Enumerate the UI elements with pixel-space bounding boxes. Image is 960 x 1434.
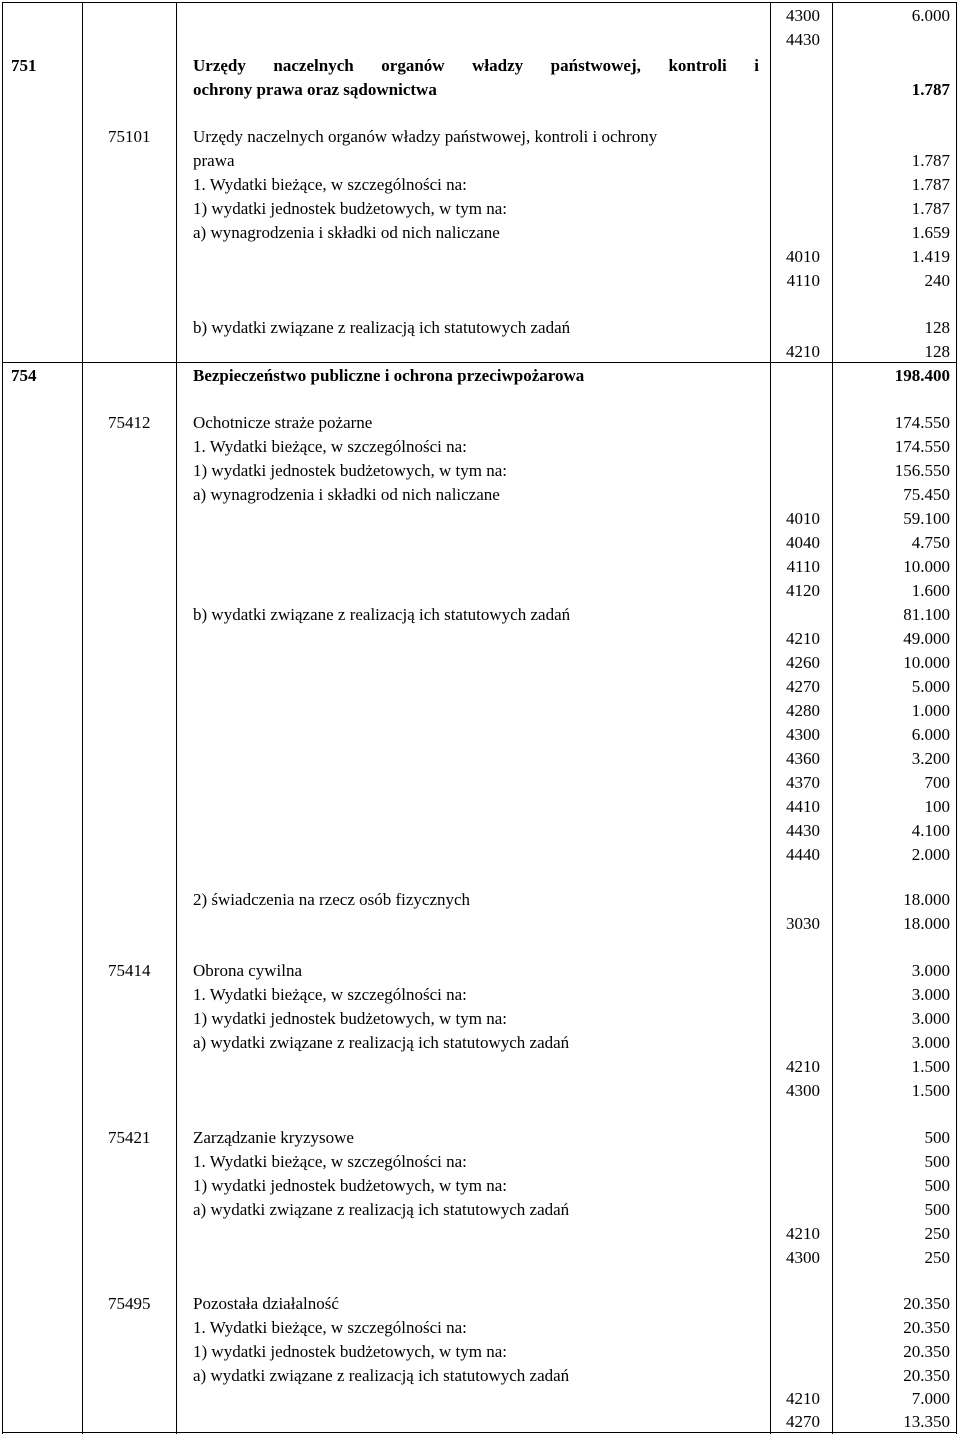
amount-75421-statutory: 500 — [924, 1200, 950, 1219]
section-amount-754: 198.400 — [894, 366, 950, 385]
amount-75101-current: 1.787 — [911, 175, 950, 194]
amount-75412-4410: 100 — [924, 797, 950, 816]
section-title-754: Bezpieczeństwo publiczne i ochrona przeciwpożarowa — [193, 366, 585, 385]
line-75421-current: 1. Wydatki bieżące, w szczególności na: — [193, 1152, 467, 1171]
code-75412-4010: 4010 — [786, 509, 820, 528]
line-75412-benefits: 2) świadczenia na rzecz osób fizycznych — [193, 890, 471, 909]
line-75101-units: 1) wydatki jednostek budżetowych, w tym na: — [193, 199, 507, 218]
subsection-id-75412: 75412 — [108, 413, 151, 432]
amount-75412-4260: 10.000 — [903, 653, 950, 672]
border-right — [956, 2, 957, 1434]
amount-75421-4300: 250 — [924, 1248, 950, 1267]
subsection-id-75495: 75495 — [108, 1294, 151, 1313]
subsection-id-75101: 75101 — [108, 127, 151, 146]
line-75412-statutory: b) wydatki związane z realizacją ich statutowych zadań — [193, 605, 571, 624]
line-75495-current: 1. Wydatki bieżące, w szczególności na: — [193, 1318, 467, 1337]
amount-75495-total: 20.350 — [903, 1294, 950, 1313]
section-title-751-line2: ochrony prawa oraz sądownictwa — [193, 80, 437, 99]
code-75495-4270: 4270 — [786, 1412, 820, 1431]
line-75421-title: Zarządzanie kryzysowe — [193, 1128, 354, 1147]
code-75412-4110: 4110 — [786, 557, 820, 576]
line-75412-salaries: a) wynagrodzenia i składki od nich naliczane — [193, 485, 500, 504]
code-75412-3030: 3030 — [786, 914, 820, 933]
section-title-751-line1: Urzędy naczelnych organów władzy państwowej, kontroli i — [193, 56, 759, 75]
section-id-751: 751 — [11, 56, 37, 75]
code-75414-4210: 4210 — [786, 1057, 820, 1076]
amount-75412-units: 156.550 — [894, 461, 950, 480]
line-75101-current: 1. Wydatki bieżące, w szczególności na: — [193, 175, 467, 194]
amount-75421-units: 500 — [924, 1176, 950, 1195]
code-75101-4210: 4210 — [786, 342, 820, 361]
amount-75101-units: 1.787 — [911, 199, 950, 218]
amount-75412-4110: 10.000 — [903, 557, 950, 576]
code-75101-4110: 4110 — [786, 271, 820, 290]
amount-75101-total: 1.787 — [911, 151, 950, 170]
amount-75412-4430: 4.100 — [911, 821, 950, 840]
amount-75414-4210: 1.500 — [911, 1057, 950, 1076]
amount-75101-4010: 1.419 — [911, 247, 950, 266]
subsection-id-75421: 75421 — [108, 1128, 151, 1147]
amount-75412-benefits: 18.000 — [903, 890, 950, 909]
border-left — [2, 2, 3, 1434]
amount-75495-4210: 7.000 — [911, 1389, 950, 1408]
amount-75412-salaries: 75.450 — [903, 485, 950, 504]
code-75412-4300: 4300 — [786, 725, 820, 744]
line-75412-current: 1. Wydatki bieżące, w szczególności na: — [193, 437, 467, 456]
amount-75495-current: 20.350 — [903, 1318, 950, 1337]
amount-75412-current: 174.550 — [894, 437, 950, 456]
amount-75101-4110: 240 — [924, 271, 950, 290]
line-75414-current: 1. Wydatki bieżące, w szczególności na: — [193, 985, 467, 1004]
line-75414-units: 1) wydatki jednostek budżetowych, w tym na: — [193, 1009, 507, 1028]
amount-75414-statutory: 3.000 — [911, 1033, 950, 1052]
amount-75412-4270: 5.000 — [911, 677, 950, 696]
line-75495-title: Pozostała działalność — [193, 1294, 339, 1313]
amount-75421-4210: 250 — [924, 1224, 950, 1243]
top-code-2: 4430 — [786, 30, 820, 49]
amount-75101-statutory: 128 — [924, 318, 950, 337]
amount-75414-current: 3.000 — [911, 985, 950, 1004]
amount-75412-4010: 59.100 — [903, 509, 950, 528]
amount-75412-4040: 4.750 — [911, 533, 950, 552]
code-75421-4210: 4210 — [786, 1224, 820, 1243]
amount-75412-4370: 700 — [924, 773, 950, 792]
amount-75495-statutory: 20.350 — [903, 1366, 950, 1385]
code-75412-4210: 4210 — [786, 629, 820, 648]
amount-75412-4300: 6.000 — [911, 725, 950, 744]
amount-75412-total: 174.550 — [894, 413, 950, 432]
amount-75412-4210: 49.000 — [903, 629, 950, 648]
line-75421-units: 1) wydatki jednostek budżetowych, w tym na: — [193, 1176, 507, 1195]
code-75421-4300: 4300 — [786, 1248, 820, 1267]
amount-75421-current: 500 — [924, 1152, 950, 1171]
amount-75412-3030: 18.000 — [903, 914, 950, 933]
code-75495-4210: 4210 — [786, 1389, 820, 1408]
amount-75414-total: 3.000 — [911, 961, 950, 980]
top-amount: 6.000 — [911, 6, 950, 25]
code-75412-4440: 4440 — [786, 845, 820, 864]
line-75414-statutory: a) wydatki związane z realizacją ich statutowych zadań — [193, 1033, 570, 1052]
line-75412-units: 1) wydatki jednostek budżetowych, w tym na: — [193, 461, 507, 480]
amount-75495-4270: 13.350 — [903, 1412, 950, 1431]
amount-75412-4360: 3.200 — [911, 749, 950, 768]
subsection-id-75414: 75414 — [108, 961, 151, 980]
line-75495-statutory: a) wydatki związane z realizacją ich statutowych zadań — [193, 1366, 570, 1385]
code-75101-4010: 4010 — [786, 247, 820, 266]
amount-75414-4300: 1.500 — [911, 1081, 950, 1100]
line-75101-statutory: b) wydatki związane z realizacją ich statutowych zadań — [193, 318, 571, 337]
line-75421-statutory: a) wydatki związane z realizacją ich statutowych zadań — [193, 1200, 570, 1219]
amount-75421-total: 500 — [924, 1128, 950, 1147]
amount-75101-salaries: 1.659 — [911, 223, 950, 242]
amount-75101-4210: 128 — [924, 342, 950, 361]
amount-75412-statutory: 81.100 — [903, 605, 950, 624]
amount-75412-4280: 1.000 — [911, 701, 950, 720]
top-code-1: 4300 — [786, 6, 820, 25]
code-75412-4410: 4410 — [786, 797, 820, 816]
line-75101-title-cont: prawa — [193, 151, 235, 170]
line-75495-units: 1) wydatki jednostek budżetowych, w tym na: — [193, 1342, 507, 1361]
section-amount-751: 1.787 — [911, 80, 950, 99]
code-75412-4270: 4270 — [786, 677, 820, 696]
code-75414-4300: 4300 — [786, 1081, 820, 1100]
line-75412-title: Ochotnicze straże pożarne — [193, 413, 373, 432]
amount-75412-4440: 2.000 — [911, 845, 950, 864]
amount-75412-4120: 1.600 — [911, 581, 950, 600]
code-75412-4040: 4040 — [786, 533, 820, 552]
line-75101-title: Urzędy naczelnych organów władzy państwowej, kontroli i ochrony — [193, 127, 658, 146]
border-col-subsection — [176, 2, 177, 1434]
code-75412-4120: 4120 — [786, 581, 820, 600]
amount-75495-units: 20.350 — [903, 1342, 950, 1361]
line-75414-title: Obrona cywilna — [193, 961, 303, 980]
code-75412-4370: 4370 — [786, 773, 820, 792]
border-col-section — [82, 2, 83, 1434]
border-top — [2, 2, 957, 3]
line-75101-salaries: a) wynagrodzenia i składki od nich naliczane — [193, 223, 500, 242]
code-75412-4430: 4430 — [786, 821, 820, 840]
code-75412-4260: 4260 — [786, 653, 820, 672]
code-75412-4360: 4360 — [786, 749, 820, 768]
code-75412-4280: 4280 — [786, 701, 820, 720]
amount-75414-units: 3.000 — [911, 1009, 950, 1028]
section-id-754: 754 — [11, 366, 37, 385]
